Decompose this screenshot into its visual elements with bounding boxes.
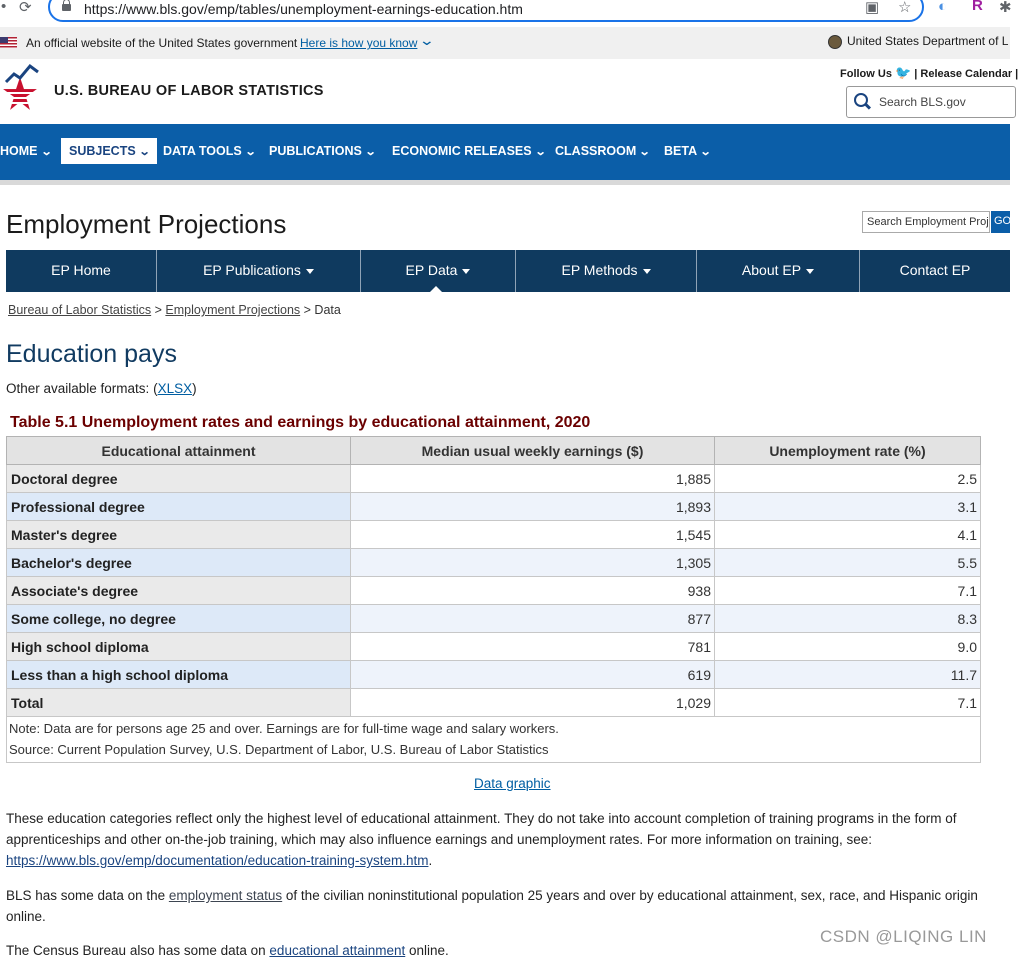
rate-cell: 3.1 <box>715 493 981 521</box>
active-tab-indicator <box>430 286 442 292</box>
row-label: Bachelor's degree <box>7 549 351 577</box>
ep-go-button[interactable]: GO <box>991 211 1010 233</box>
breadcrumb-sep: > <box>151 303 166 317</box>
rate-cell: 7.1 <box>715 577 981 605</box>
row-label: Less than a high school diploma <box>7 661 351 689</box>
ep-nav-data[interactable]: EP Data <box>361 250 516 292</box>
paragraph-employment-status <box>6 885 1006 927</box>
forward-icon[interactable]: • <box>1 0 7 15</box>
table-note <box>7 717 981 763</box>
chevron-down-icon: ⌄ <box>638 146 651 158</box>
release-calendar-link[interactable]: | Release Calendar | <box>914 68 1018 80</box>
table-row <box>7 661 981 689</box>
table-row <box>7 521 981 549</box>
ep-nav-home[interactable]: EP Home <box>6 250 157 292</box>
row-label: Master's degree <box>7 521 351 549</box>
breadcrumb-ep[interactable]: Employment Projections <box>165 303 301 317</box>
follow-us <box>840 65 1018 81</box>
url-text[interactable]: https://www.bls.gov/emp/tables/unemployment-earnings-education.htm <box>84 1 523 17</box>
search-placeholder[interactable]: Search BLS.gov <box>879 95 966 109</box>
extension-c-icon[interactable]: ◐ <box>938 0 948 15</box>
note-text: Note: Data are for persons age 25 and over. Earnings are for full-time wage and salary workers. <box>9 721 559 736</box>
ep-search-input[interactable]: Search Employment Proj <box>862 211 990 233</box>
nav-data-tools[interactable]: DATA TOOLS ⌄ <box>163 144 257 158</box>
breadcrumb <box>8 303 341 317</box>
row-label: High school diploma <box>7 633 351 661</box>
other-formats <box>6 381 197 396</box>
chevron-down-icon: ⌄ <box>699 146 712 158</box>
rate-cell: 4.1 <box>715 521 981 549</box>
ep-nav-publications[interactable]: EP Publications <box>157 250 361 292</box>
rate-cell: 8.3 <box>715 605 981 633</box>
site-title[interactable]: U.S. BUREAU OF LABOR STATISTICS <box>54 83 324 99</box>
chevron-down-icon: ⌄ <box>534 146 547 158</box>
row-label: Some college, no degree <box>7 605 351 633</box>
rate-cell: 9.0 <box>715 633 981 661</box>
caret-down-icon <box>806 269 814 274</box>
gov-banner-text: An official website of the United States government <box>26 36 298 50</box>
nav-economic-releases[interactable]: ECONOMIC RELEASES ⌄ <box>392 144 547 158</box>
earnings-cell: 619 <box>351 661 715 689</box>
education-table <box>6 436 981 763</box>
chevron-down-icon[interactable]: ⌄ <box>418 32 436 48</box>
rate-cell: 7.1 <box>715 689 981 717</box>
row-label: Professional degree <box>7 493 351 521</box>
table-note-row <box>7 717 981 763</box>
extension-r-icon[interactable]: R <box>972 0 983 14</box>
ep-nav-contact[interactable]: Contact EP <box>899 262 971 278</box>
breadcrumb-current: Data <box>314 303 341 317</box>
table-row <box>7 493 981 521</box>
earnings-cell: 1,029 <box>351 689 715 717</box>
educational-attainment-link[interactable]: educational attainment <box>269 943 406 958</box>
formats-suffix: ) <box>192 381 197 396</box>
ep-nav-methods[interactable]: EP Methods <box>516 250 697 292</box>
table-caption: Table 5.1 Unemployment rates and earnings by educational attainment, 2020 <box>10 414 591 431</box>
breadcrumb-sep: > <box>300 303 315 317</box>
col-header-attainment: Educational attainment <box>7 437 351 465</box>
caret-down-icon <box>462 269 470 274</box>
table-row <box>7 689 981 717</box>
p3-text: The Census Bureau also has some data on <box>6 943 270 958</box>
watermark: CSDN @LIQING LIN <box>820 927 987 946</box>
ep-nav <box>6 250 1010 292</box>
nav-home[interactable]: HOME ⌄ <box>0 144 53 158</box>
follow-us-label[interactable]: Follow Us <box>840 68 892 80</box>
nav-subjects[interactable]: SUBJECTS ⌄ <box>61 138 157 164</box>
caret-down-icon <box>306 269 314 274</box>
p2-text: BLS has some data on the <box>6 888 169 903</box>
ep-nav-about[interactable]: About EP <box>697 250 860 292</box>
col-header-earnings: Median usual weekly earnings ($) <box>351 437 715 465</box>
rate-cell: 2.5 <box>715 465 981 493</box>
table-row <box>7 549 981 577</box>
chevron-down-icon: ⌄ <box>40 146 53 158</box>
nav-beta[interactable]: BETA ⌄ <box>664 144 712 158</box>
us-flag-icon <box>0 37 17 48</box>
training-system-link[interactable]: https://www.bls.gov/emp/documentation/education-training-system.htm <box>6 853 429 868</box>
rate-cell: 5.5 <box>715 549 981 577</box>
row-label: Total <box>7 689 351 717</box>
p1-text: These education categories reflect only the highest level of educational attainment. They do not take into account completion of training programs in the form of apprenticeships and other on-the-job training, which may also influence earnings and unemployment rates. For more information on training, see: <box>6 811 957 847</box>
program-title[interactable]: Employment Projections <box>6 209 287 239</box>
dol-seal-icon <box>828 35 842 49</box>
gov-banner <box>0 27 1010 59</box>
nav-classroom[interactable]: CLASSROOM ⌄ <box>555 144 651 158</box>
earnings-cell: 1,545 <box>351 521 715 549</box>
browser-toolbar <box>0 0 1010 27</box>
bls-logo-icon[interactable] <box>0 60 48 120</box>
how-you-know-link[interactable]: Here is how you know <box>300 36 418 50</box>
p2-end: of the civilian noninstitutional population 25 years and over by educational attainment, sex, race, and Hispanic origin online. <box>6 888 978 924</box>
rate-cell: 11.7 <box>715 661 981 689</box>
qr-code-icon[interactable]: ▣ <box>865 0 880 16</box>
caret-down-icon <box>643 269 651 274</box>
breadcrumb-bls[interactable]: Bureau of Labor Statistics <box>8 303 152 317</box>
data-graphic-link[interactable]: Data graphic <box>474 776 551 791</box>
xlsx-link[interactable]: XLSX <box>157 381 193 396</box>
twitter-icon[interactable]: 🐦 <box>895 65 912 80</box>
table-row <box>7 577 981 605</box>
row-label: Doctoral degree <box>7 465 351 493</box>
p3-end: online. <box>405 943 449 958</box>
earnings-cell: 877 <box>351 605 715 633</box>
earnings-cell: 1,885 <box>351 465 715 493</box>
lock-icon[interactable] <box>62 4 71 11</box>
earnings-cell: 1,893 <box>351 493 715 521</box>
page-title: Education pays <box>6 340 177 368</box>
earnings-cell: 938 <box>351 577 715 605</box>
search-icon[interactable] <box>854 93 868 107</box>
paragraph-training <box>6 808 1006 871</box>
reload-icon[interactable]: ⟳ <box>19 0 32 16</box>
chevron-down-icon: ⌄ <box>364 146 377 158</box>
row-label: Associate's degree <box>7 577 351 605</box>
nav-publications[interactable]: PUBLICATIONS ⌄ <box>269 144 377 158</box>
employment-status-link[interactable]: employment status <box>168 888 283 903</box>
earnings-cell: 1,305 <box>351 549 715 577</box>
table-row <box>7 633 981 661</box>
col-header-rate: Unemployment rate (%) <box>715 437 981 465</box>
formats-prefix: Other available formats: ( <box>6 381 158 396</box>
table-header-row <box>7 437 981 465</box>
chevron-down-icon: ⌄ <box>244 146 257 158</box>
main-nav <box>0 124 1010 180</box>
bookmark-star-icon[interactable]: ☆ <box>898 0 912 16</box>
divider <box>0 180 1010 185</box>
extensions-puzzle-icon[interactable]: ✱ <box>999 0 1012 16</box>
table-row <box>7 605 981 633</box>
source-text: Source: Current Population Survey, U.S. Department of Labor, U.S. Bureau of Labor Statistics <box>9 742 549 757</box>
earnings-cell: 781 <box>351 633 715 661</box>
table-row <box>7 465 981 493</box>
dol-link[interactable]: United States Department of L <box>847 34 1009 48</box>
p1-end: . <box>428 853 433 868</box>
chevron-down-icon: ⌄ <box>138 146 151 158</box>
